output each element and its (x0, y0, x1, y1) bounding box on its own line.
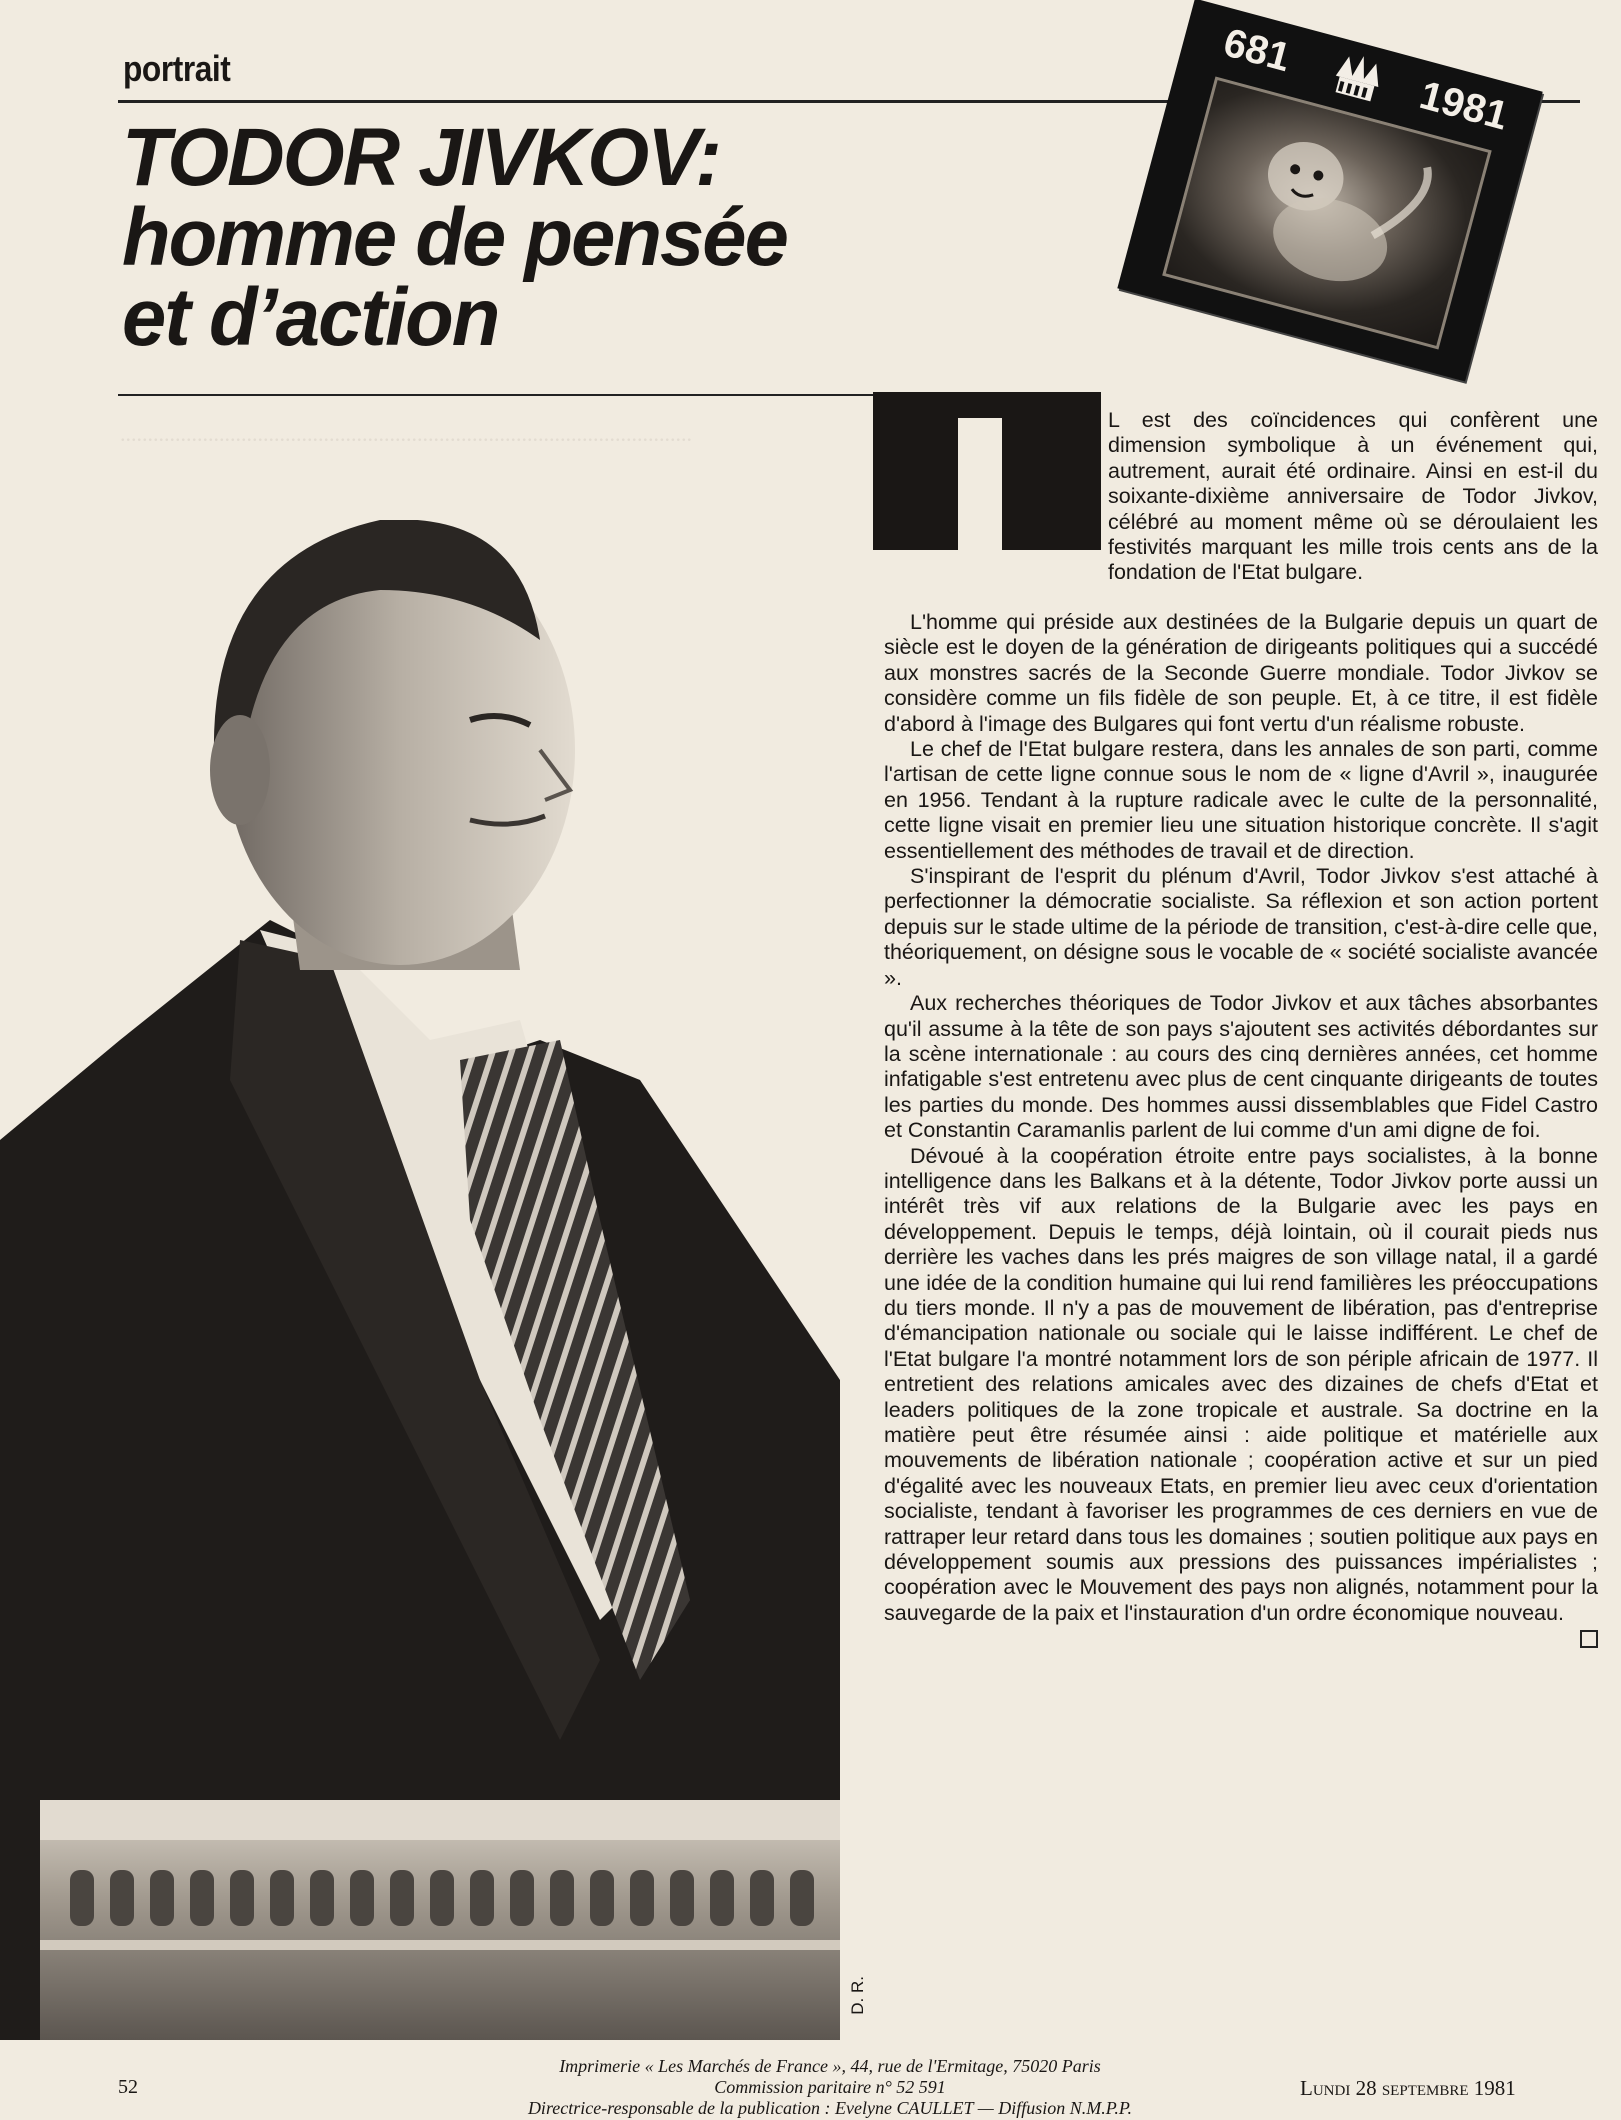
portrait-photo (0, 520, 840, 2040)
portrait-photo-image (0, 520, 840, 2040)
imprint-line-1: Imprimerie « Les Marchés de France », 44, rue de l'Ermitage, 75020 Paris (559, 2056, 1101, 2076)
imprint-line-2: Commission paritaire n° 52 591 (714, 2077, 946, 2097)
article-lead-column (1108, 408, 1598, 618)
end-of-article-mark (1580, 1630, 1598, 1648)
article-paragraph: Le chef de l'Etat bulgare restera, dans les annales de son parti, comme l'artisan de cette ligne connue sous le nom de « ligne d'Avril », inaugurée en 1956. Tendant à la rupture radicale avec le culte de la personnalité, cette ligne visait en premier lieu une situation historique concrète. Il s'agit essentiellement des méthodes de travail et de direction. (884, 737, 1598, 863)
crown-icon (1325, 45, 1392, 108)
bleed-through-texture: ........................................................................................................ (120, 421, 692, 446)
article-paragraph: Aux recherches théoriques de Todor Jivkov et aux tâches absorbantes qu'il assume à la tête de son pays s'ajoutent ses activités débordantes sur la scène internationale : au cours des cinq dernières années, cet homme infatigable s'est entretenu avec plus de cent cinquante dirigeants de toutes les parties du monde. Des hommes aussi dissemblables que Fidel Castro et Constantin Caramanlis parlent de lui comme d'un ami digne de foi. (884, 991, 1598, 1143)
headline-line-3: et d’action (122, 272, 499, 363)
photo-credit: D. R. (848, 1976, 867, 2015)
imprint-line-3: Directrice-responsable de la publication : Evelyne CAULLET — Diffusion N.M.P.P. (527, 2098, 1133, 2118)
article-paragraph: L'homme qui préside aux destinées de la Bulgarie depuis un quart de siècle est le doyen de la génération de dirigeants politiques qui a succédé aux monstres sacrés de la Seconde Guerre mondiale. Todor Jivkov se considère comme un fils fidèle de son peuple. Et, à ce titre, il est fidèle d'abord à l'image des Bulgares qui font vertu d'un réalisme robuste. (884, 610, 1598, 736)
anniversary-emblem (1100, 10, 1580, 390)
emblem-year-start: 681 (1219, 20, 1295, 81)
section-label: portrait (123, 48, 231, 89)
imprint (420, 2056, 1240, 2119)
drop-cap-letter (958, 418, 1002, 550)
headline-line-1: TODOR JIVKOV: (122, 112, 720, 203)
headline (122, 112, 917, 363)
article-body (884, 610, 1598, 2050)
headline-line-2: homme de pensée (122, 192, 787, 283)
article-paragraph: S'inspirant de l'esprit du plénum d'Avril, Todor Jivkov s'est attaché à perfectionner la démocratie socialiste. Sa réflexion et son action portent depuis sur le stade ultime de la période de transition, c'est-à-dire celle que, théoriquement, on désigne sous le vocable de « société socialiste avancée ». (884, 864, 1598, 990)
article-lead-paragraph: L est des coïncidences qui confèrent une dimension symbolique à un événement qui, autrement, aurait été ordinaire. Ainsi en est-il du soixante-dixième anniversaire de Todor Jivkov, célébré au moment même où se déroulaient les festivités marquant les mille trois cents ans de la fondation de l'Etat bulgare. (1108, 408, 1598, 585)
emblem-year-end: 1981 (1415, 73, 1513, 139)
issue-date: Lundi 28 septembre 1981 (1300, 2076, 1516, 2100)
article-paragraph: Dévoué à la coopération étroite entre pays socialistes, à la bonne intelligence dans les Balkans et à la détente, Todor Jivkov porte aussi un intérêt très vif aux relations de la Bulgarie avec les pays en développement. Depuis le temps, déjà lointain, où il courait pieds nus derrière les vaches dans les prés maigres de son village natal, il a gardé une idée de la condition humaine qui lui rend familières les préoccupations du tiers monde. Il n'y a pas de mouvement de libération, pas d'entreprise d'émancipation nationale ou sociale qui le laisse indifférent. Le chef de l'Etat bulgare l'a montré notamment lors de son périple africain de 1977. Il entretient des relations amicales avec des dizaines de chefs d'Etat et leaders politiques de la zone tropicale et australe. Sa doctrine en la matière peut être résumée ainsi : aide politique et matérielle aux mouvements de libération nationale ; coopération active et sur un pied d'égalité avec les nouveaux Etats, en premier lieu avec ceux d'orientation socialiste, tendant à favoriser les programmes de ces derniers en vue de rattraper leur retard dans tous les domaines ; soutien politique aux pays en développement soumis aux pressions des puissances impérialistes ; coopération avec le Mouvement des pays non alignés, notamment pour la sauvegarde de la paix et l'instauration d'un ordre économique nouveau. (884, 1143, 1598, 1625)
page-number: 52 (118, 2076, 138, 2098)
emblem-plate (1117, 0, 1542, 381)
